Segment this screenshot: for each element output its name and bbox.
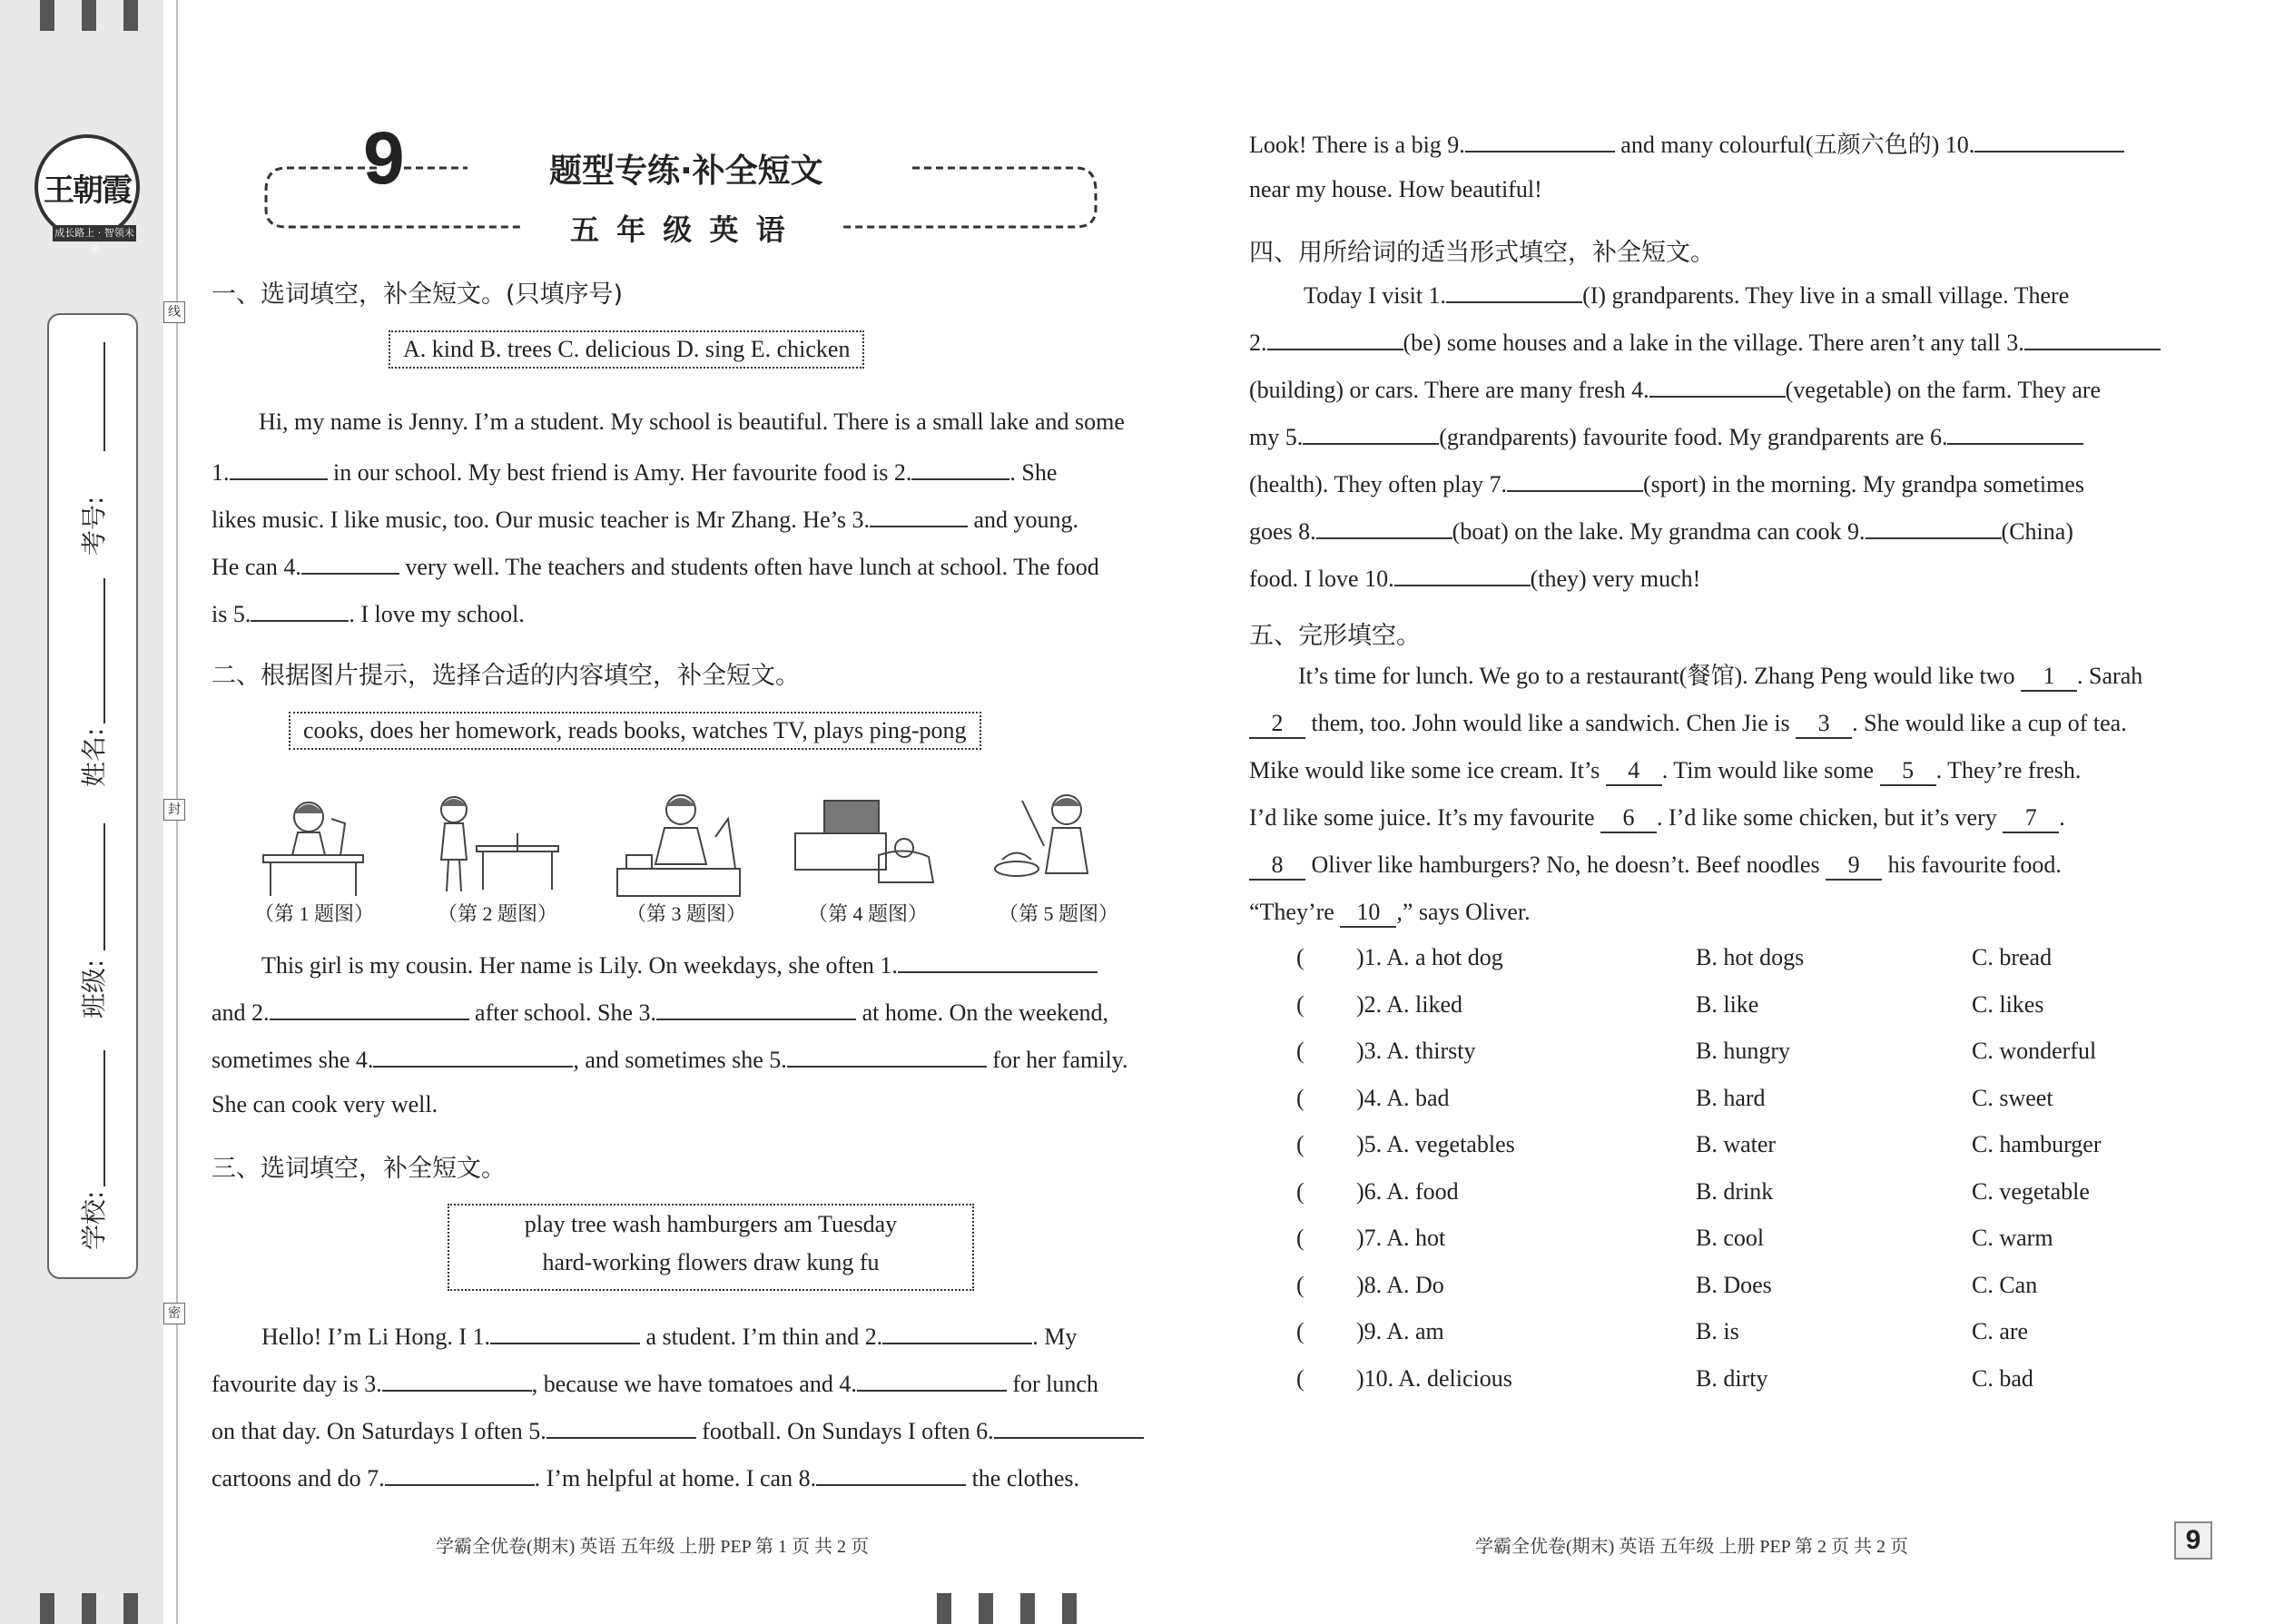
s3-line [1249,176,1542,203]
answer-paren[interactable]: ( [1296,1271,1305,1298]
answer-blank[interactable] [270,997,469,1020]
text: (China) [2001,518,2073,545]
answer-blank[interactable] [1947,421,2083,445]
choice-option-b[interactable]: B. dirty [1696,1364,1768,1392]
text: “They’re [1249,899,1334,925]
answer-blank[interactable] [1446,280,1582,303]
s5-line [1298,663,2142,692]
choice-option-c[interactable]: C. wonderful [1972,1038,2097,1064]
text: . [2059,804,2065,831]
choice-option-b[interactable]: B. Does [1696,1271,1772,1298]
answer-paren[interactable]: ( [1296,1318,1305,1344]
s5-line [1249,804,2065,833]
text: a student. I’m thin and 2. [640,1324,883,1350]
answer-blank[interactable] [870,504,968,527]
section-5-heading: 五、完形填空。 [1249,622,1421,650]
logo-ribbon: 成长路上 · 智领未来 [53,225,136,241]
text: 2. [1249,330,1267,356]
choice-option-b[interactable]: B. like [1696,990,1759,1018]
answer-paren[interactable]: ( [1296,1364,1305,1392]
answer-blank[interactable] [1316,516,1452,539]
answer-paren[interactable]: ( [1296,1177,1305,1205]
answer-blank[interactable] [382,1368,532,1392]
answer-blank[interactable] [490,1321,640,1344]
text: the clothes. [966,1465,1079,1491]
text: for lunch [1006,1371,1098,1397]
choice-option-c[interactable]: C. warm [1972,1225,2053,1251]
answer-blank[interactable] [857,1368,1007,1392]
s1-line [212,551,1099,581]
text: them, too. John would like a sandwich. Chen Jie is [1305,710,1790,736]
text: (boat) on the lake. My grandma can cook 9. [1452,518,1866,545]
text: his favourite food. [1882,851,2062,878]
text: Today I visit 1. [1304,282,1447,309]
answer-blank[interactable] [911,457,1009,480]
section-3-heading: 三、选词填空，补全短文。 [212,1155,506,1183]
answer-paren[interactable]: ( [1296,1225,1305,1251]
answer-blank[interactable] [1974,129,2124,153]
s4-line [1249,563,1700,593]
text: (building) or cars. There are many fresh 4. [1249,377,1649,403]
registration-mark [1062,1593,1077,1624]
registration-mark [82,0,96,31]
s3-line [212,1415,1144,1445]
picture-caption: （第 3 题图） [626,902,747,925]
choice-option-a[interactable]: )9. A. am [1356,1318,1444,1344]
text: (I) grandparents. They live in a small village. There [1582,282,2070,309]
answer-paren[interactable]: ( [1296,1131,1305,1157]
s4-line [1249,468,2084,498]
answer-blank[interactable] [994,1415,1144,1439]
picture-ping-pong-icon [427,782,563,901]
text: in our school. My best friend is Amy. Her favourite food is 2. [327,459,912,486]
answer-blank[interactable] [385,1462,535,1486]
picture-caption: （第 4 题图） [808,902,929,925]
choice-option-a[interactable]: )6. A. food [1356,1177,1459,1205]
text: Hi, my name is Jenny. I’m a student. My school is beautiful. There is a small lake and some [259,408,1125,435]
registration-mark [1020,1593,1035,1624]
s1-line [212,504,1078,534]
answer-blank[interactable] [251,598,349,622]
text: She can cook very well. [212,1091,438,1117]
choice-option-a[interactable]: )3. A. thirsty [1356,1038,1476,1064]
choice-option-b[interactable]: B. water [1696,1131,1777,1157]
s1-line [259,408,1125,436]
word-box-row: play tree wash hamburgers am Tuesday [524,1211,898,1237]
text: food. I love 10. [1249,566,1394,592]
answer-blank[interactable] [882,1321,1032,1344]
choice-option-c[interactable]: C. sweet [1972,1084,2053,1111]
registration-mark [937,1593,951,1624]
text: (be) some houses and a lake in the village. There aren’t any tall 3. [1403,330,2024,356]
cloze-blank[interactable]: 4 [1606,757,1662,786]
answer-blank[interactable] [1866,516,2002,539]
text: favourite day is 3. [212,1371,382,1397]
text: Oliver like hamburgers? No, he doesn’t. Beef noodles [1305,851,1820,878]
seal-char: 封 [163,799,185,821]
s4-line [1304,280,2069,310]
text: (sport) in the morning. My grandpa sometimes [1642,471,2084,497]
choice-option-b[interactable]: B. cool [1696,1225,1765,1251]
text: . They’re fresh. [1935,757,2082,783]
text: very well. The teachers and students often have lunch at school. The food [399,554,1099,580]
text: . She would like a cup of tea. [1852,710,2127,736]
cloze-blank[interactable]: 6 [1600,804,1657,833]
brand-logo [34,134,140,240]
choice-option-c[interactable]: C. bad [1972,1364,2033,1392]
picture-cooking-icon [989,782,1108,901]
s5-line [1249,851,2062,881]
registration-mark [40,0,54,31]
section-2-word-box: cooks, does her homework, reads books, watches TV, plays ping-pong [289,712,981,750]
text: , and sometimes she 5. [573,1047,787,1073]
text: goes 8. [1249,518,1316,545]
footer-left: 学霸全优卷(期末) 英语 五年级 上册 PEP 第 1 页 共 2 页 [436,1537,870,1557]
s1-line [212,598,525,628]
cloze-blank[interactable]: 8 [1249,851,1305,881]
picture-caption: （第 1 题图） [254,902,375,925]
answer-blank[interactable] [1507,468,1643,492]
answer-paren[interactable]: ( [1296,1038,1305,1064]
field-line[interactable] [103,1050,105,1186]
section-1-heading: 一、选词填空，补全短文。(只填序号) [212,281,624,309]
s2-line [212,1044,1128,1074]
s2-line [212,1091,438,1118]
text: for her family. [986,1047,1128,1073]
page-badge: 9 [2174,1521,2212,1560]
registration-mark [123,1593,138,1624]
text: and 2. [212,999,270,1026]
text: . I’m helpful at home. I can 8. [534,1465,817,1491]
text: I’d like some juice. It’s my favourite [1249,804,1595,831]
answer-blank[interactable] [301,551,399,575]
field-line[interactable] [103,823,105,950]
text: It’s time for lunch. We go to a restaurant(餐馆). Zhang Peng would like two [1298,663,2015,689]
text: . I’d like some chicken, but it’s very [1657,804,1997,831]
cloze-blank[interactable]: 1 [2021,663,2077,692]
field-line[interactable] [103,578,105,723]
s3-line [212,1368,1098,1398]
text: cartoons and do 7. [212,1465,385,1491]
cloze-blank[interactable]: 3 [1796,710,1852,739]
answer-blank[interactable] [230,457,328,480]
registration-mark [82,1593,96,1624]
answer-blank[interactable] [373,1044,573,1068]
text: (health). They often play 7. [1249,471,1507,497]
s2-line [261,950,1098,979]
text: . I love my school. [349,601,525,627]
text: is 5. [212,601,251,627]
s5-line [1249,710,2127,739]
section-2-heading: 二、根据图片提示，选择合适的内容填空，补全短文。 [212,662,800,690]
field-label: 姓名: [79,727,109,787]
registration-mark [123,0,138,31]
choice-option-c[interactable]: C. hamburger [1972,1131,2102,1157]
text: my 5. [1249,424,1304,450]
choice-option-a[interactable]: )4. A. bad [1356,1084,1450,1111]
section-4-heading: 四、用所给词的适当形式填空，补全短文。 [1249,239,1715,267]
registration-mark [979,1593,993,1624]
text: , because we have tomatoes and 4. [531,1371,857,1397]
cloze-blank[interactable]: 10 [1340,899,1396,928]
answer-blank[interactable] [656,997,856,1020]
text: . Tim would like some [1661,757,1875,783]
s2-line [212,997,1108,1027]
text: and many colourful(五颜六色的) 10. [1614,132,1975,158]
choice-option-b[interactable]: B. hard [1696,1084,1766,1111]
s4-line [1249,516,2073,546]
choice-option-c[interactable]: C. are [1972,1318,2029,1344]
s3-line [1249,129,2124,159]
choice-option-b[interactable]: B. is [1696,1318,1739,1344]
choice-option-b[interactable]: B. hungry [1696,1038,1790,1064]
picture-watching-tv-icon [788,782,938,901]
seal-char: 密 [163,1303,185,1324]
cloze-blank[interactable]: 7 [2003,804,2059,833]
page-title: 题型专练·补全短文 [549,153,823,190]
choice-option-c[interactable]: C. Can [1972,1271,2038,1298]
answer-blank[interactable] [816,1462,966,1486]
choice-option-a[interactable]: )10. A. delicious [1356,1364,1512,1392]
s3-line [212,1462,1079,1492]
answer-blank[interactable] [546,1415,696,1439]
answer-blank[interactable] [1465,129,1615,153]
text: football. On Sundays I often 6. [695,1418,994,1444]
answer-paren[interactable]: ( [1296,1084,1305,1111]
text: ,” says Oliver. [1396,899,1531,925]
answer-blank[interactable] [1303,421,1439,445]
text: 1. [212,459,230,486]
text: (grandparents) favourite food. My grandparents are 6. [1439,424,1948,450]
text: . Sarah [2077,663,2143,689]
student-info-box [47,313,138,1279]
section-1-word-box: A. kind B. trees C. delicious D. sing E. chicken [389,330,864,369]
field-label: 学校: [79,1190,109,1250]
choice-option-c[interactable]: C. vegetable [1972,1177,2090,1205]
answer-blank[interactable] [2024,327,2161,350]
s4-line [1249,374,2101,404]
s4-line [1249,421,2083,451]
s3-line [261,1321,1077,1351]
choice-option-a[interactable]: )1. A. a hot dog [1356,944,1503,970]
text: . My [1032,1324,1078,1350]
picture-homework-icon [254,782,372,901]
text: sometimes she 4. [212,1047,374,1073]
picture-reading-icon [608,782,744,901]
choice-option-a[interactable]: )5. A. vegetables [1356,1131,1515,1157]
field-line[interactable] [103,342,105,451]
text: He can 4. [212,554,301,580]
s5-line [1249,899,1531,928]
choice-option-a[interactable]: )8. A. Do [1356,1271,1444,1298]
field-label: 班级: [79,959,109,1019]
text: after school. She 3. [468,999,657,1026]
logo-text: 王朝霞 [44,172,131,209]
choice-option-b[interactable]: B. drink [1696,1177,1774,1205]
picture-caption: （第 5 题图） [999,902,1119,925]
text: (they) very much! [1530,566,1701,592]
s4-line [1249,327,2161,357]
unit-number: 9 [363,117,405,200]
answer-paren[interactable]: ( [1296,990,1305,1018]
answer-blank[interactable] [898,950,1098,973]
field-exam-number [49,315,136,556]
seal-char: 线 [163,301,185,323]
answer-paren[interactable]: ( [1296,944,1305,970]
registration-mark [40,1593,54,1624]
choice-option-c[interactable]: C. bread [1972,944,2053,970]
answer-blank[interactable] [1394,563,1531,586]
cloze-blank[interactable]: 5 [1880,757,1936,786]
text: Mike would like some ice cream. It’s [1249,757,1600,783]
footer-right: 学霸全优卷(期末) 英语 五年级 上册 PEP 第 2 页 共 2 页 [1475,1537,1909,1557]
choice-option-a[interactable]: )7. A. hot [1356,1225,1446,1251]
text: and young. [967,507,1079,533]
field-label: 考号: [79,496,109,556]
text: Look! There is a big 9. [1249,132,1465,158]
page-subtitle: 五 年 级 英 语 [570,212,789,247]
choice-option-a[interactable]: )2. A. liked [1356,990,1462,1018]
s5-line [1249,757,2081,786]
choice-option-b[interactable]: B. hot dogs [1696,944,1805,970]
cloze-blank[interactable]: 2 [1249,710,1305,739]
choice-option-c[interactable]: C. likes [1972,990,2044,1018]
text: likes music. I like music, too. Our music teacher is Mr Zhang. He’s 3. [212,507,870,533]
answer-blank[interactable] [1649,374,1786,398]
text: near my house. How beautiful! [1249,176,1542,202]
text: at home. On the weekend, [856,999,1109,1026]
text: Hello! I’m Li Hong. I 1. [261,1324,491,1350]
answer-blank[interactable] [787,1044,987,1068]
text: on that day. On Saturdays I often 5. [212,1418,546,1444]
s1-line [212,457,1057,487]
text: . She [1009,459,1058,486]
text: This girl is my cousin. Her name is Lily. On weekdays, she often 1. [261,952,898,979]
cloze-blank[interactable]: 9 [1826,851,1882,881]
word-box-row: hard-working flowers draw kung fu [542,1249,880,1275]
text: (vegetable) on the farm. They are [1785,377,2102,403]
picture-caption: （第 2 题图） [438,902,558,925]
section-3-word-box [448,1204,974,1291]
answer-blank[interactable] [1267,327,1403,350]
